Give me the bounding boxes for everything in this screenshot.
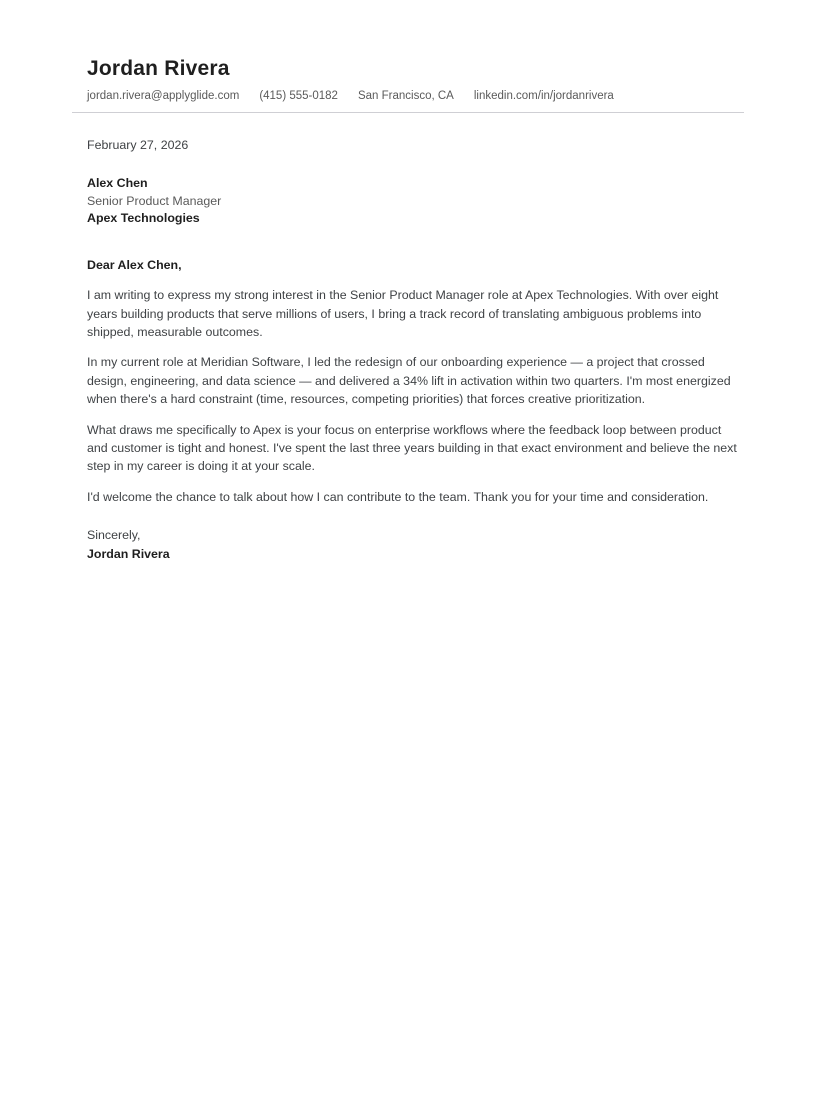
signature-block bbox=[87, 526, 744, 563]
contact-phone: (415) 555-0182 bbox=[259, 90, 338, 102]
recipient-block bbox=[87, 175, 744, 228]
contact-row bbox=[87, 89, 744, 103]
body-paragraph-4: I'd welcome the chance to talk about how I can contribute to the team. Thank you for your time and consideration. bbox=[87, 489, 709, 504]
recipient-title: Senior Product Manager bbox=[87, 193, 222, 208]
date-line: February 27, 2026 bbox=[87, 138, 189, 152]
salutation: Dear Alex Chen, bbox=[87, 257, 182, 272]
header-divider bbox=[72, 112, 744, 113]
body-paragraph-1: I am writing to express my strong interest in the Senior Product Manager role at Apex Technologies. With over eight years building products that serve millions of users, I bring a track record of translating ambiguous problems into shipped, measurable outcomes. bbox=[87, 288, 719, 339]
body-paragraph-3: What draws me specifically to Apex is your focus on enterprise workflows where the feedback loop between product and customer is tight and honest. I've spent the last three years building in that exact environment and believe the next step in my career is doing it at your scale. bbox=[87, 422, 737, 474]
signature-name: Jordan Rivera bbox=[87, 546, 170, 561]
contact-linkedin: linkedin.com/in/jordanrivera bbox=[473, 90, 614, 102]
recipient-company: Apex Technologies bbox=[87, 211, 200, 226]
contact-email: jordan.rivera@applyglide.com bbox=[87, 90, 240, 102]
letter-body bbox=[72, 136, 744, 563]
recipient-name: Alex Chen bbox=[87, 176, 148, 190]
contact-location: San Francisco, CA bbox=[357, 90, 454, 102]
body-paragraph-2: In my current role at Meridian Software, I led the redesign of our onboarding experience — a project that crossed design, engineering, and data science — and delivered a 34% lift in activation within two quarters. I'm most energized when there's a hard constraint (time, resources, competing priorities) that forces creative prioritization. bbox=[87, 355, 731, 407]
closing: Sincerely, bbox=[87, 528, 141, 543]
sender-name: Jordan Rivera bbox=[87, 57, 230, 80]
letter-header bbox=[72, 56, 744, 113]
